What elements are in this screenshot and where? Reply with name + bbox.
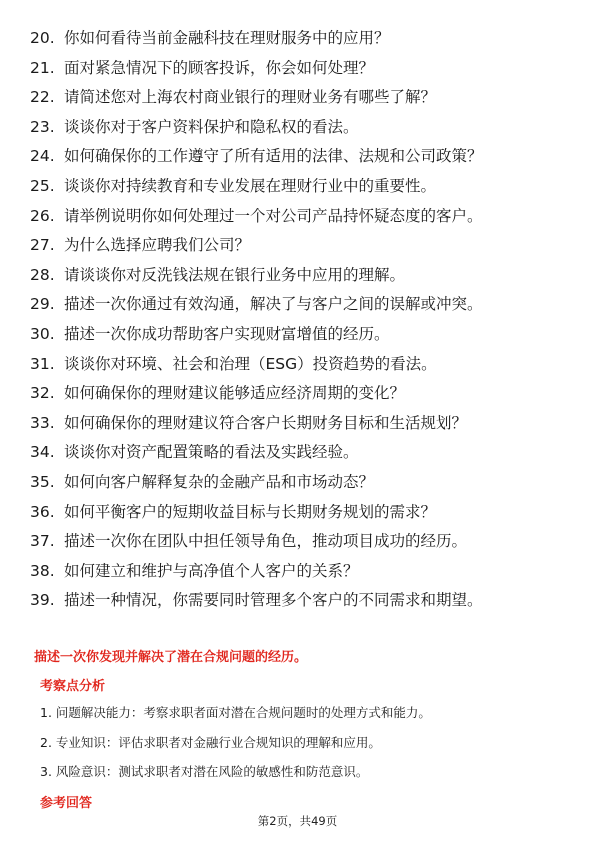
- question-number: 39.: [30, 591, 55, 610]
- question-number: 20.: [30, 29, 55, 47]
- question-item: [30, 290, 580, 320]
- question-number: 24.: [30, 147, 55, 166]
- question-item: [30, 468, 580, 498]
- question-text: 请简述您对上海农村商业银行的理财业务有哪些了解？: [64, 88, 437, 107]
- question-text: 请谈谈你对反洗钱法规在银行业务中应用的理解。: [64, 265, 406, 284]
- question-number: 25.: [30, 176, 55, 195]
- question-number: 29.: [30, 295, 55, 314]
- question-number: 34.: [30, 443, 55, 462]
- question-item: [30, 202, 580, 232]
- question-text: 描述一次你成功帮助客户实现财富增值的经历。: [64, 324, 390, 343]
- question-number: 26.: [30, 206, 55, 225]
- question-number: 27.: [30, 236, 55, 255]
- question-number: 37.: [30, 532, 55, 551]
- question-list: [30, 24, 580, 616]
- question-item: [30, 83, 580, 113]
- analysis-point: 2. 专业知识：评估求职者对金融行业合规知识的理解和应用。: [40, 734, 381, 750]
- question-number: 33.: [30, 413, 55, 432]
- highlight-question-heading: 描述一次你发现并解决了潜在合规问题的经历。: [34, 650, 308, 665]
- question-text: 描述一次你通过有效沟通，解决了与客户之间的误解或冲突。: [64, 295, 483, 314]
- question-number: 32.: [30, 384, 55, 403]
- analysis-point: 3. 风险意识：测试求职者对潜在风险的敏感性和防范意识。: [40, 764, 369, 779]
- question-item: [30, 261, 580, 291]
- question-text: 如何确保你的工作遵守了所有适用的法律、法规和公司政策？: [64, 147, 483, 166]
- question-item: [30, 438, 580, 468]
- page-footer: 第2页，共49页: [257, 814, 338, 828]
- question-item: [30, 498, 580, 528]
- question-item: [30, 557, 580, 587]
- analysis-point-list: [40, 703, 431, 792]
- question-item: [30, 586, 580, 616]
- question-text: 谈谈你对持续教育和专业发展在理财行业中的重要性。: [64, 176, 437, 195]
- question-item: [30, 172, 580, 202]
- question-text: 如何确保你的理财建议符合客户长期财务目标和生活规划？: [64, 413, 468, 432]
- question-item: [30, 527, 580, 557]
- question-number: 23.: [30, 117, 55, 136]
- question-number: 22.: [30, 88, 55, 107]
- question-number: 35.: [30, 472, 55, 491]
- question-text: 如何确保你的理财建议能够适应经济周期的变化？: [64, 384, 406, 403]
- question-item: [30, 350, 580, 380]
- question-text: 你如何看待当前金融科技在理财服务中的应用？: [64, 29, 390, 47]
- question-number: 21.: [30, 58, 55, 77]
- question-text: 如何建立和维护与高净值个人客户的关系？: [64, 561, 359, 580]
- question-text: 为什么选择应聘我们公司？: [64, 236, 251, 255]
- question-text: 面对紧急情况下的顾客投诉，你会如何处理？: [64, 58, 375, 77]
- question-item: [30, 24, 580, 54]
- question-number: 36.: [30, 502, 55, 521]
- analysis-heading: 考察点分析: [40, 679, 106, 694]
- question-item: [30, 54, 580, 84]
- question-item: [30, 320, 580, 350]
- question-text: 请举例说明你如何处理过一个对公司产品持怀疑态度的客户。: [64, 206, 483, 225]
- question-item: [30, 142, 580, 172]
- question-item: [30, 113, 580, 143]
- question-number: 38.: [30, 561, 55, 580]
- reference-answer-heading: 参考回答: [40, 796, 93, 811]
- question-item: [30, 379, 580, 409]
- question-text: 谈谈你对资产配置策略的看法及实践经验。: [64, 443, 359, 462]
- question-item: [30, 409, 580, 439]
- question-text: 谈谈你对环境、社会和治理（ESG）投资趋势的看法。: [64, 354, 437, 373]
- question-text: 描述一种情况，你需要同时管理多个客户的不同需求和期望。: [64, 591, 483, 610]
- question-number: 28.: [30, 265, 55, 284]
- question-number: 30.: [30, 324, 55, 343]
- question-text: 如何平衡客户的短期收益目标与长期财务规划的需求？: [64, 502, 437, 521]
- question-text: 谈谈你对于客户资料保护和隐私权的看法。: [64, 117, 359, 136]
- question-text: 描述一次你在团队中担任领导角色，推动项目成功的经历。: [64, 532, 468, 551]
- question-text: 如何向客户解释复杂的金融产品和市场动态？: [64, 472, 375, 491]
- analysis-point: 1. 问题解决能力：考察求职者面对潜在合规问题时的处理方式和能力。: [40, 705, 431, 720]
- question-item: [30, 231, 580, 261]
- question-number: 31.: [30, 354, 55, 373]
